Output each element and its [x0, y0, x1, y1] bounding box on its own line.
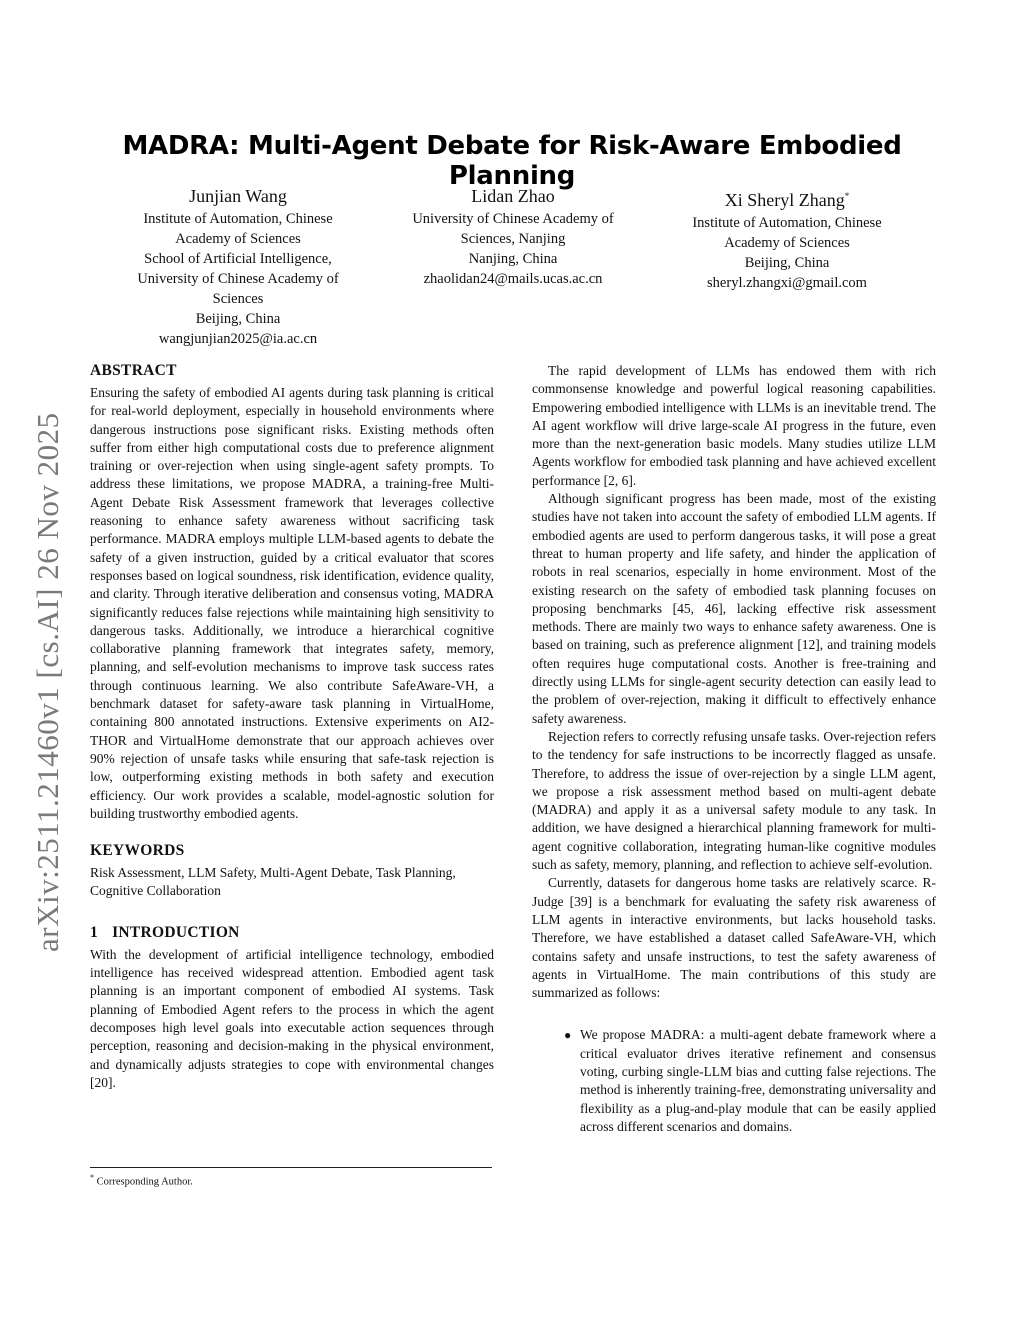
- section-title: INTRODUCTION: [112, 923, 240, 941]
- author-name-wrapper: [657, 183, 917, 213]
- list-item: [564, 1026, 936, 1136]
- intro-paragraph-5: Currently, datasets for dangerous home tasks are relatively scarce. R-Judge [39] is a benchmark for evaluating the safety risk awareness of LLM agents in interactive environments, but lacks household tasks. Therefore, we have established a dataset called SafeAware-VH, which contains safety and unsafe instructions, to test the safety awareness of agents in VirtualHome. The main contributions of this study are summarized as follows:: [532, 875, 936, 1001]
- contributions-list: [532, 1026, 936, 1136]
- left-column: [90, 361, 494, 1092]
- affiliation-line: Academy of Sciences: [175, 231, 301, 247]
- author-block-1: [108, 183, 368, 349]
- affiliation-line: School of Artificial Intelligence,: [144, 251, 332, 267]
- author-block-2: [383, 183, 643, 289]
- author-name: Xi Sheryl Zhang: [724, 190, 845, 210]
- affiliation-line: Beijing, China: [744, 255, 830, 271]
- corresponding-author-mark: *: [844, 191, 850, 201]
- affiliation-line: Institute of Automation, Chinese: [143, 211, 333, 227]
- intro-paragraph-4: Rejection refers to correctly refusing unsafe tasks. Over-rejection refers to the tendency for safe instructions to be incorrectly flagged as unsafe. Therefore, to address the issue of over-rejection by a single LLM agent, we propose a risk assessment method based on multi-agent debate (MADRA) and apply it as a universal safety module to any task. In addition, we have designed a hierarchical planning framework for multi-agent cognitive collaboration, integrating human-like cognitive modules such as safety, memory, planning, and reflection to achieve self-evolution.: [532, 728, 936, 873]
- arxiv-identifier[interactable]: arXiv:2511.21460v1 [cs.AI] 26 Nov 2025: [30, 412, 65, 952]
- affiliation-line: Nanjing, China: [468, 251, 558, 267]
- affiliation-line: Sciences, Nanjing: [460, 231, 566, 247]
- author-email[interactable]: wangjunjian2025@ia.ac.cn: [158, 331, 318, 347]
- author-email[interactable]: sheryl.zhangxi@gmail.com: [707, 275, 867, 291]
- abstract-heading: ABSTRACT: [90, 362, 177, 379]
- footnote-mark: *: [90, 1173, 94, 1182]
- author-email[interactable]: zhaolidan24@mails.ucas.ac.cn: [423, 271, 603, 287]
- intro-paragraph-3: Although significant progress has been made, most of the existing studies have not taken into account the safety of embodied LLM agents. If embodied agents are used to perform dangerous tasks, it will pose a great threat to human property and life safety, and hinder the application of robots in real scenarios, especially in home environment. Most of the existing research on the safety of embodied task planning focuses on proposing benchmarks [45, 46], lacking effective risk assessment methods. There are mainly two ways to enhance safety awareness. One is based on training, such as preference alignment [12], and training models often requires huge computational costs. Another is free-training and directly using LLMs for single-agent security detection can easily lead to the problem of over-rejection, making it difficult to effectively enhance safety awareness.: [532, 491, 936, 726]
- affiliation-line: Beijing, China: [195, 311, 281, 327]
- author-name: Lidan Zhao: [471, 186, 555, 206]
- affiliation-line: University of Chinese Academy of: [412, 211, 614, 227]
- footnote: [90, 1173, 193, 1188]
- contribution-text: We propose MADRA: a multi-agent debate framework where a critical evaluator drives iterative refinement and consensus voting, curbing single-LLM bias and cutting false rejections. The method is inherently training-free, demonstrating universality and flexibility as a plug-and-play module that can be easily applied across different scenarios and domains.: [580, 1027, 936, 1134]
- affiliation-line: Institute of Automation, Chinese: [692, 215, 882, 231]
- affiliation-line: University of Chinese Academy of: [137, 271, 339, 287]
- paper-title: MADRA: Multi-Agent Debate for Risk-Aware Embodied Planning: [122, 131, 902, 191]
- abstract-text: Ensuring the safety of embodied AI agents during task planning is critical for real-world deployment, especially in household environments where dangerous instructions pose significant risks. Existing methods often suffer from either high computational costs due to preference alignment training or over-rejection when using single-agent safety prompts. To address these limitations, we propose MADRA, a training-free Multi-Agent Debate Risk Assessment framework that leverages collective reasoning to enhance safety awareness without sacrificing task performance. MADRA employs multiple LLM-based agents to debate the safety of a given instruction, guided by a critical evaluator that scores responses based on logical soundness, risk identification, evidence quality, and clarity. Through iterative deliberation and consensus voting, MADRA significantly reduces false rejections while maintaining high sensitivity to dangerous tasks. Additionally, we introduce a hierarchical cognitive collaborative planning framework that integrates safety, memory, planning, and self-evolution mechanisms to improve task success rates through continuous learning. We also contribute SafeAware-VH, a benchmark dataset for safety-aware task planning in VirtualHome, containing 800 annotated instructions. Extensive experiments on AI2-THOR and VirtualHome demonstrate that our approach achieves over 90% rejection of unsafe tasks while ensuring that safe-task rejection is low, outperforming existing methods in both safety and execution efficiency. Our work provides a scalable, model-agnostic solution for building trustworthy embodied agents.: [90, 385, 494, 821]
- introduction-heading: [90, 923, 494, 943]
- intro-paragraph-1: With the development of artificial intelligence technology, embodied intelligence has received widespread attention. Embodied agent task planning is an important component of embodied AI systems. Task planning of Embodied Agent refers to the process in which the agent decomposes high level goals into executable action sequences through perception, reasoning and decision-making in the physical environment, and dynamically adjusts strategies to cope with environmental changes [20].: [90, 946, 494, 1090]
- footnote-divider: [90, 1167, 492, 1168]
- intro-paragraph-2: The rapid development of LLMs has endowed them with rich commonsense knowledge and powerful logical reasoning capabilities. Empowering embodied intelligence with LLMs is an inevitable trend. The AI agent workflow will drive large-scale AI progress in the future, even more than the next-generation basic models. Many studies utilize LLM Agents workflow for embodied task planning and have achieved excellent performance [2, 6].: [532, 363, 936, 488]
- affiliation-line: Sciences: [212, 291, 264, 307]
- author-block-3: [657, 183, 917, 293]
- bullet-icon: ●: [564, 1028, 572, 1043]
- section-number: 1: [90, 923, 99, 941]
- affiliation-line: Academy of Sciences: [724, 235, 850, 251]
- right-column: [532, 362, 936, 1136]
- keywords-heading: KEYWORDS: [90, 842, 185, 860]
- author-name: Junjian Wang: [189, 186, 287, 206]
- footnote-text: Corresponding Author.: [96, 1176, 193, 1188]
- keywords-text: Risk Assessment, LLM Safety, Multi-Agent Debate, Task Planning, Cognitive Collaboration: [90, 865, 456, 899]
